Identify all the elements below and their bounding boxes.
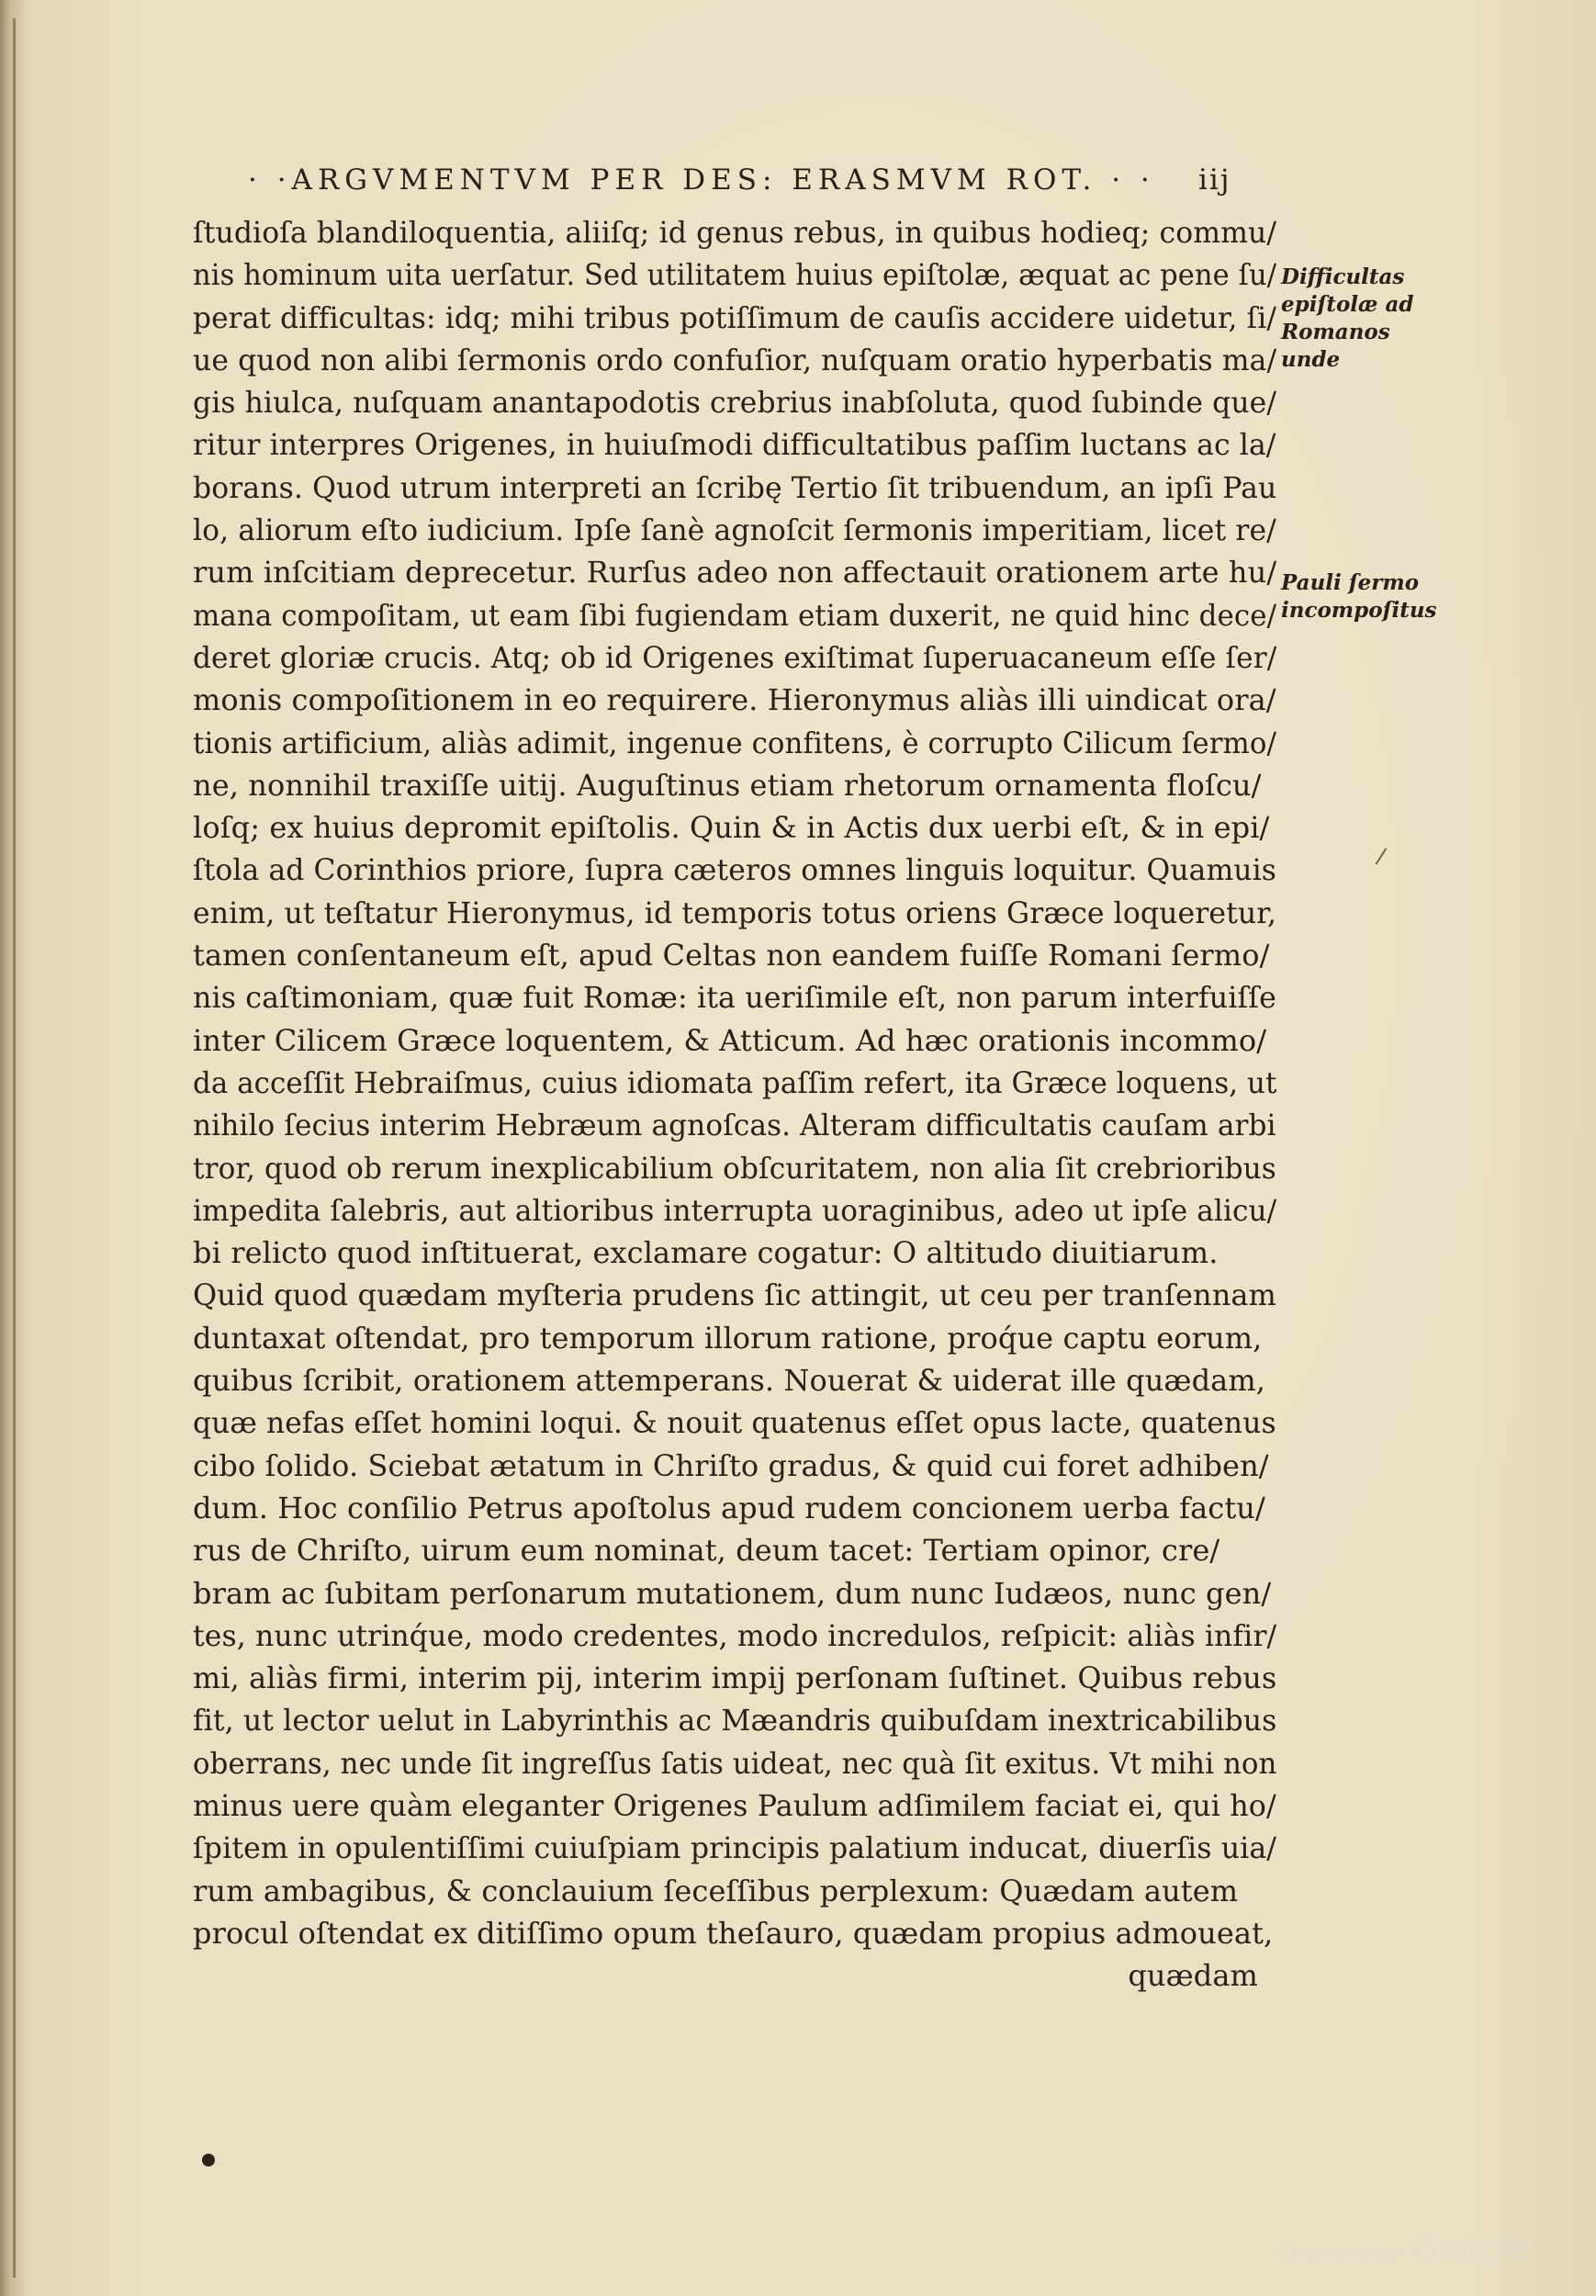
google-logo: Google (1411, 2227, 1534, 2268)
marginal-line: Difficultas (1281, 264, 1405, 289)
text-line: mi, aliàs firmi, interim pij, interim impij perſonam ſuſtinet. Quibus rebus (193, 1660, 1277, 1696)
text-line: oberrans, nec unde ſit ingreſſus ſatis uideat, nec quà ſit exitus. Vt mihi non (193, 1745, 1277, 1781)
text-line: bi relicto quod inſtituerat, exclamare cogatur: O altitudo diuitiarum. (193, 1235, 1219, 1271)
text-line: ue quod non alibi ſermonis ordo confuſior, nuſquam oratio hyperbatis ma/ (193, 342, 1277, 377)
marginal-line: epiſtolæ ad (1281, 292, 1414, 317)
digitized-watermark (1281, 2227, 1534, 2268)
text-line: fit, ut lector uelut in Labyrinthis ac Mæandris quibuſdam inextricabilibus (193, 1703, 1277, 1739)
text-line: monis compoſitionem in eo requirere. Hieronymus aliàs illi uindicat ora/ (193, 682, 1276, 718)
text-line: Quid quod quædam myſteria prudens ſic attingit, ut ceu per tranſennam (193, 1277, 1276, 1313)
text-line: bram ac ſubitam perſonarum mutationem, dum nunc Iudæos, nunc gen/ (193, 1575, 1272, 1611)
marginal-line: Romanos (1281, 320, 1390, 344)
text-line: inter Cilicem Græce loquentem, & Atticum. Ad hæc orationis incommo/ (193, 1022, 1267, 1058)
running-header (248, 163, 1258, 209)
margin-pencil-mark: / (1374, 842, 1388, 870)
text-line: perat difficultas: idq; mihi tribus potiſſimum de cauſis accidere uidetur, ſi/ (193, 299, 1276, 335)
text-line: tes, nunc utrinq́ue, modo credentes, modo incredulos, reſpicit: aliàs infir/ (193, 1617, 1277, 1653)
text-line: lo, aliorum eſto iudicium. Ipſe ſanè agnoſcit ſermonis imperitiam, licet re/ (193, 512, 1276, 548)
text-line: procul oſtendat ex ditiſſimo opum theſauro, quædam propius admoueat, (193, 1915, 1274, 1951)
text-line: duntaxat oſtendat, pro temporum illorum ratione, proq́ue captu eorum, (193, 1320, 1263, 1356)
text-line: ſtudioſa blandiloquentia, aliiſq; id genus rebus, in quibus hodieq; commu/ (193, 215, 1277, 250)
marginal-line: Pauli ſermo (1281, 570, 1420, 595)
text-line: impedita ſalebris, aut altioribus interrupta uoraginibus, adeo ut ipſe alicu/ (193, 1192, 1277, 1228)
marginal-note-difficultas (1281, 264, 1413, 374)
text-line: quæ nefas eſſet homini loqui. & nouit quatenus eſſet opus lacte, quatenus (193, 1405, 1276, 1441)
text-line: deret gloriæ crucis. Atq; ob id Origenes exiſtimat ſuperuacaneum eſſe ſer/ (193, 639, 1277, 675)
text-line: dum. Hoc conſilio Petrus apoſtolus apud rudem concionem uerba factu/ (193, 1490, 1265, 1525)
marginal-line: incompoſitus (1281, 598, 1437, 623)
text-line: rum inſcitiam deprecetur. Rurſus adeo non affectauit orationem arte hu/ (193, 555, 1277, 591)
body-text (193, 211, 1276, 1997)
text-line: mana compoſitam, ut eam ſibi fugiendam etiam duxerit, ne quid hinc dece/ (193, 597, 1277, 633)
text-line: ſtola ad Corinthios priore, ſupra cæteros omnes linguis loquitur. Quamuis (193, 852, 1276, 888)
ink-dot (202, 2154, 215, 2167)
text-line: cibo ſolido. Sciebat ætatum in Chriſto gradus, & quid cui foret adhiben/ (193, 1447, 1269, 1483)
marginal-note-pauli-sermo (1281, 569, 1437, 625)
marginal-line: unde (1281, 347, 1341, 372)
text-line: borans. Quod utrum interpreti an ſcribę Tertio ſit tribuendum, an ipſi Pau (193, 469, 1277, 505)
text-line: quædam (1128, 1958, 1258, 1994)
text-line: tamen conſentaneum eſt, apud Celtas non eandem fuiſſe Romani ſermo/ (193, 938, 1270, 974)
binding-edge (13, 18, 16, 2278)
text-line: gis hiulca, nuſquam anantapodotis crebrius inabſoluta, quod ſubinde que/ (193, 385, 1277, 421)
text-line: nihilo ſecius interim Hebræum agnoſcas. Alteram difficultatis cauſam arbi (193, 1108, 1276, 1143)
text-line: minus uere quàm eleganter Origenes Paulum adſimilem faciat ei, qui ho/ (193, 1787, 1276, 1823)
text-line: tror, quod ob rerum inexplicabilium obſcuritatem, non alia ſit crebrioribus (193, 1150, 1276, 1186)
folio-number: iij (1198, 163, 1231, 197)
text-line: enim, ut teſtatur Hieronymus, id temporis totus oriens Græce loqueretur, (193, 895, 1277, 930)
text-line: ritur interpres Origenes, in huiuſmodi difficultatibus paſſim luctans ac la/ (193, 427, 1276, 463)
text-line: quibus ſcribit, orationem attemperans. Nouerat & uiderat ille quædam, (193, 1363, 1266, 1399)
text-line: da acceſſit Hebraiſmus, cuius idiomata paſſim refert, ita Græce loquens, ut (193, 1064, 1277, 1100)
running-title: · ·ARGVMENTVM PER DES: ERASMVM ROT. · · (248, 163, 1155, 197)
text-line: nis hominum uita uerſatur. Sed utilitatem huius epiſtolæ, æquat ac pene ſu/ (193, 257, 1277, 293)
text-line: tionis artificium, aliàs adimit, ingenue confitens, è corrupto Cilicum ſermo/ (193, 725, 1276, 760)
text-line: rum ambagibus, & conclauium ſeceſſibus perplexum: Quædam autem (193, 1873, 1239, 1908)
watermark-prefix: Digitized by (1281, 2242, 1401, 2265)
text-line: ſpitem in opulentiſſimi cuiuſpiam principis palatium inducat, diuerſis uia/ (193, 1830, 1277, 1866)
text-line: loſq; ex huius depromit epiſtolis. Quin & in Actis dux uerbi eſt, & in epi/ (193, 810, 1270, 846)
text-line: ne, nonnihil traxiſſe uitij. Auguſtinus etiam rhetorum ornamenta floſcu/ (193, 767, 1262, 803)
text-line: rus de Chriſto, uirum eum nominat, deum tacet: Tertiam opinor, cre/ (193, 1533, 1220, 1569)
text-line: nis caſtimoniam, quæ fuit Romæ: ita ueriſimile eſt, non parum interfuiſſe (193, 980, 1276, 1016)
